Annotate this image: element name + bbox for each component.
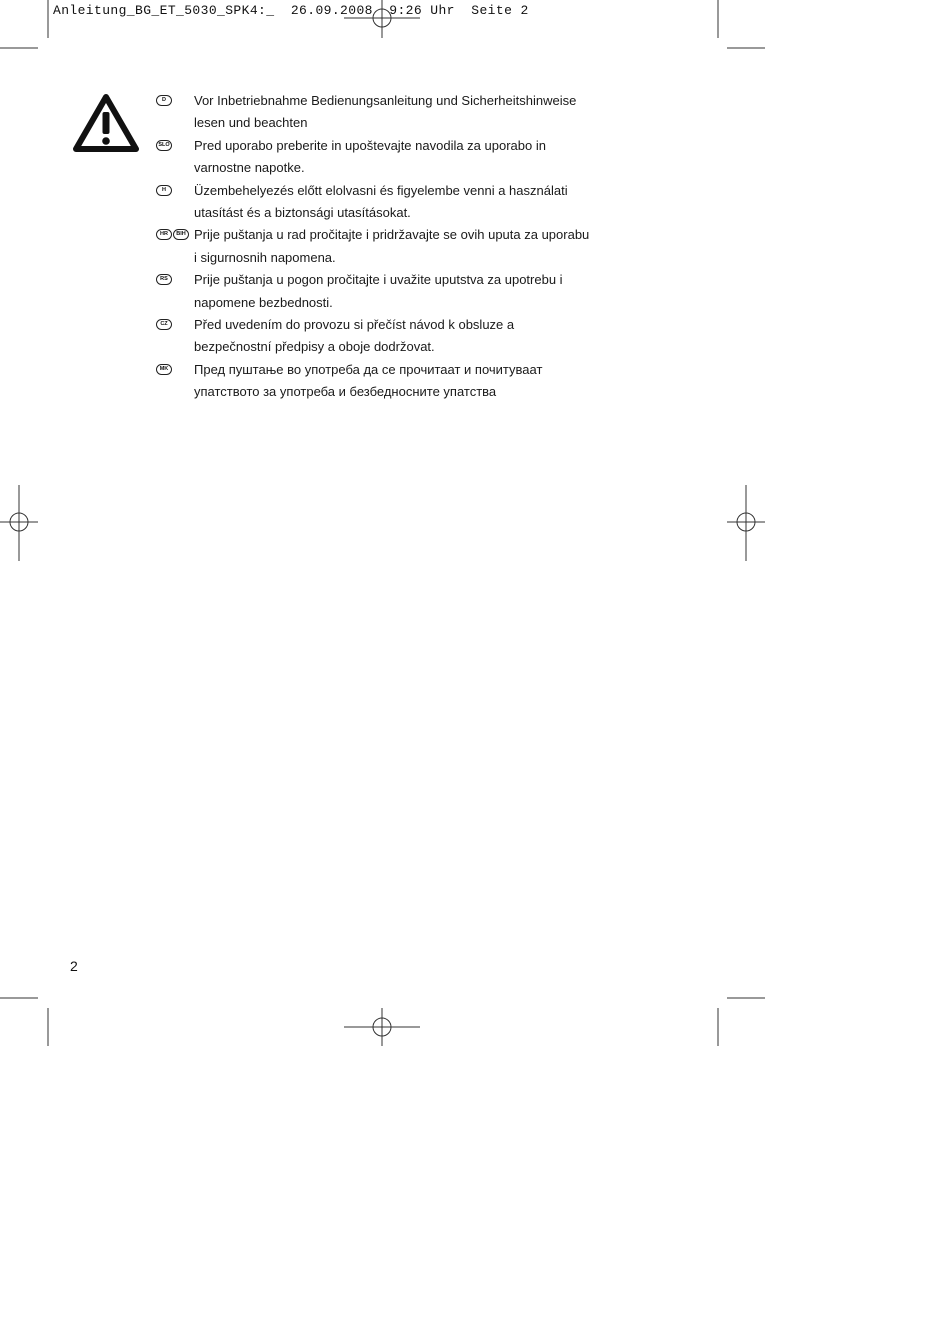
language-code-badge: CZ bbox=[156, 319, 172, 330]
language-code-badges bbox=[156, 274, 172, 285]
language-entry bbox=[156, 90, 606, 135]
notice-text-line: Před uvedením do provozu si přečíst návod k obsluze a bbox=[194, 317, 515, 333]
language-code-badge: RS bbox=[156, 274, 172, 285]
language-code-badge: H bbox=[156, 185, 172, 196]
print-slug: Anleitung_BG_ET_5030_SPK4:_ 26.09.2008 9:26 Uhr Seite 2 bbox=[53, 3, 529, 18]
language-code-badges bbox=[156, 95, 172, 106]
language-entry bbox=[156, 180, 606, 225]
language-code-badges bbox=[156, 229, 189, 240]
language-entry bbox=[156, 269, 606, 314]
language-entry bbox=[156, 224, 606, 269]
warning-triangle-icon bbox=[72, 93, 140, 153]
notice-text-line: varnostne napotke. bbox=[194, 160, 305, 176]
safety-notice-list bbox=[156, 90, 606, 404]
notice-text-line: Prije puštanja u rad pročitajte i pridržavajte se ovih uputa za uporabu bbox=[194, 227, 590, 243]
notice-text-line: utasítást és a biztonsági utasításokat. bbox=[194, 205, 411, 221]
language-code-badge: MK bbox=[156, 364, 172, 375]
notice-text-line: упатството за употреба и безбедносните упатства bbox=[194, 384, 497, 400]
language-code-badge: D bbox=[156, 95, 172, 106]
notice-text-line: Pred uporabo preberite in upoštevajte navodila za uporabo in bbox=[194, 137, 546, 153]
language-code-badges bbox=[156, 364, 172, 375]
language-code-badge: BIH bbox=[173, 229, 189, 240]
language-code-badges bbox=[156, 185, 172, 196]
notice-text-line: napomene bezbednosti. bbox=[194, 294, 333, 310]
language-code-badge: HR bbox=[156, 229, 172, 240]
language-entry bbox=[156, 135, 606, 180]
page-number: 2 bbox=[70, 958, 78, 974]
language-code-badge: SLO bbox=[156, 140, 172, 151]
notice-text-line: Пред пуштање во употреба да се прочитаат и почитуваат bbox=[194, 361, 543, 377]
notice-text-line: i sigurnosnih napomena. bbox=[194, 249, 336, 265]
notice-text-line: Üzembehelyezés előtt elolvasni és figyelembe venni a használati bbox=[194, 182, 568, 198]
notice-text-line: lesen und beachten bbox=[194, 115, 308, 131]
language-code-badges bbox=[156, 140, 172, 151]
notice-text-line: Prije puštanja u pogon pročitajte i uvažite uputstva za upotrebu i bbox=[194, 272, 563, 288]
notice-text-line: Vor Inbetriebnahme Bedienungsanleitung und Sicherheitshinweise bbox=[194, 93, 577, 108]
notice-text-line: bezpečnostní předpisy a oboje dodržovat. bbox=[194, 339, 435, 355]
language-code-badges bbox=[156, 319, 172, 330]
language-entry bbox=[156, 359, 606, 404]
language-entry bbox=[156, 314, 606, 359]
